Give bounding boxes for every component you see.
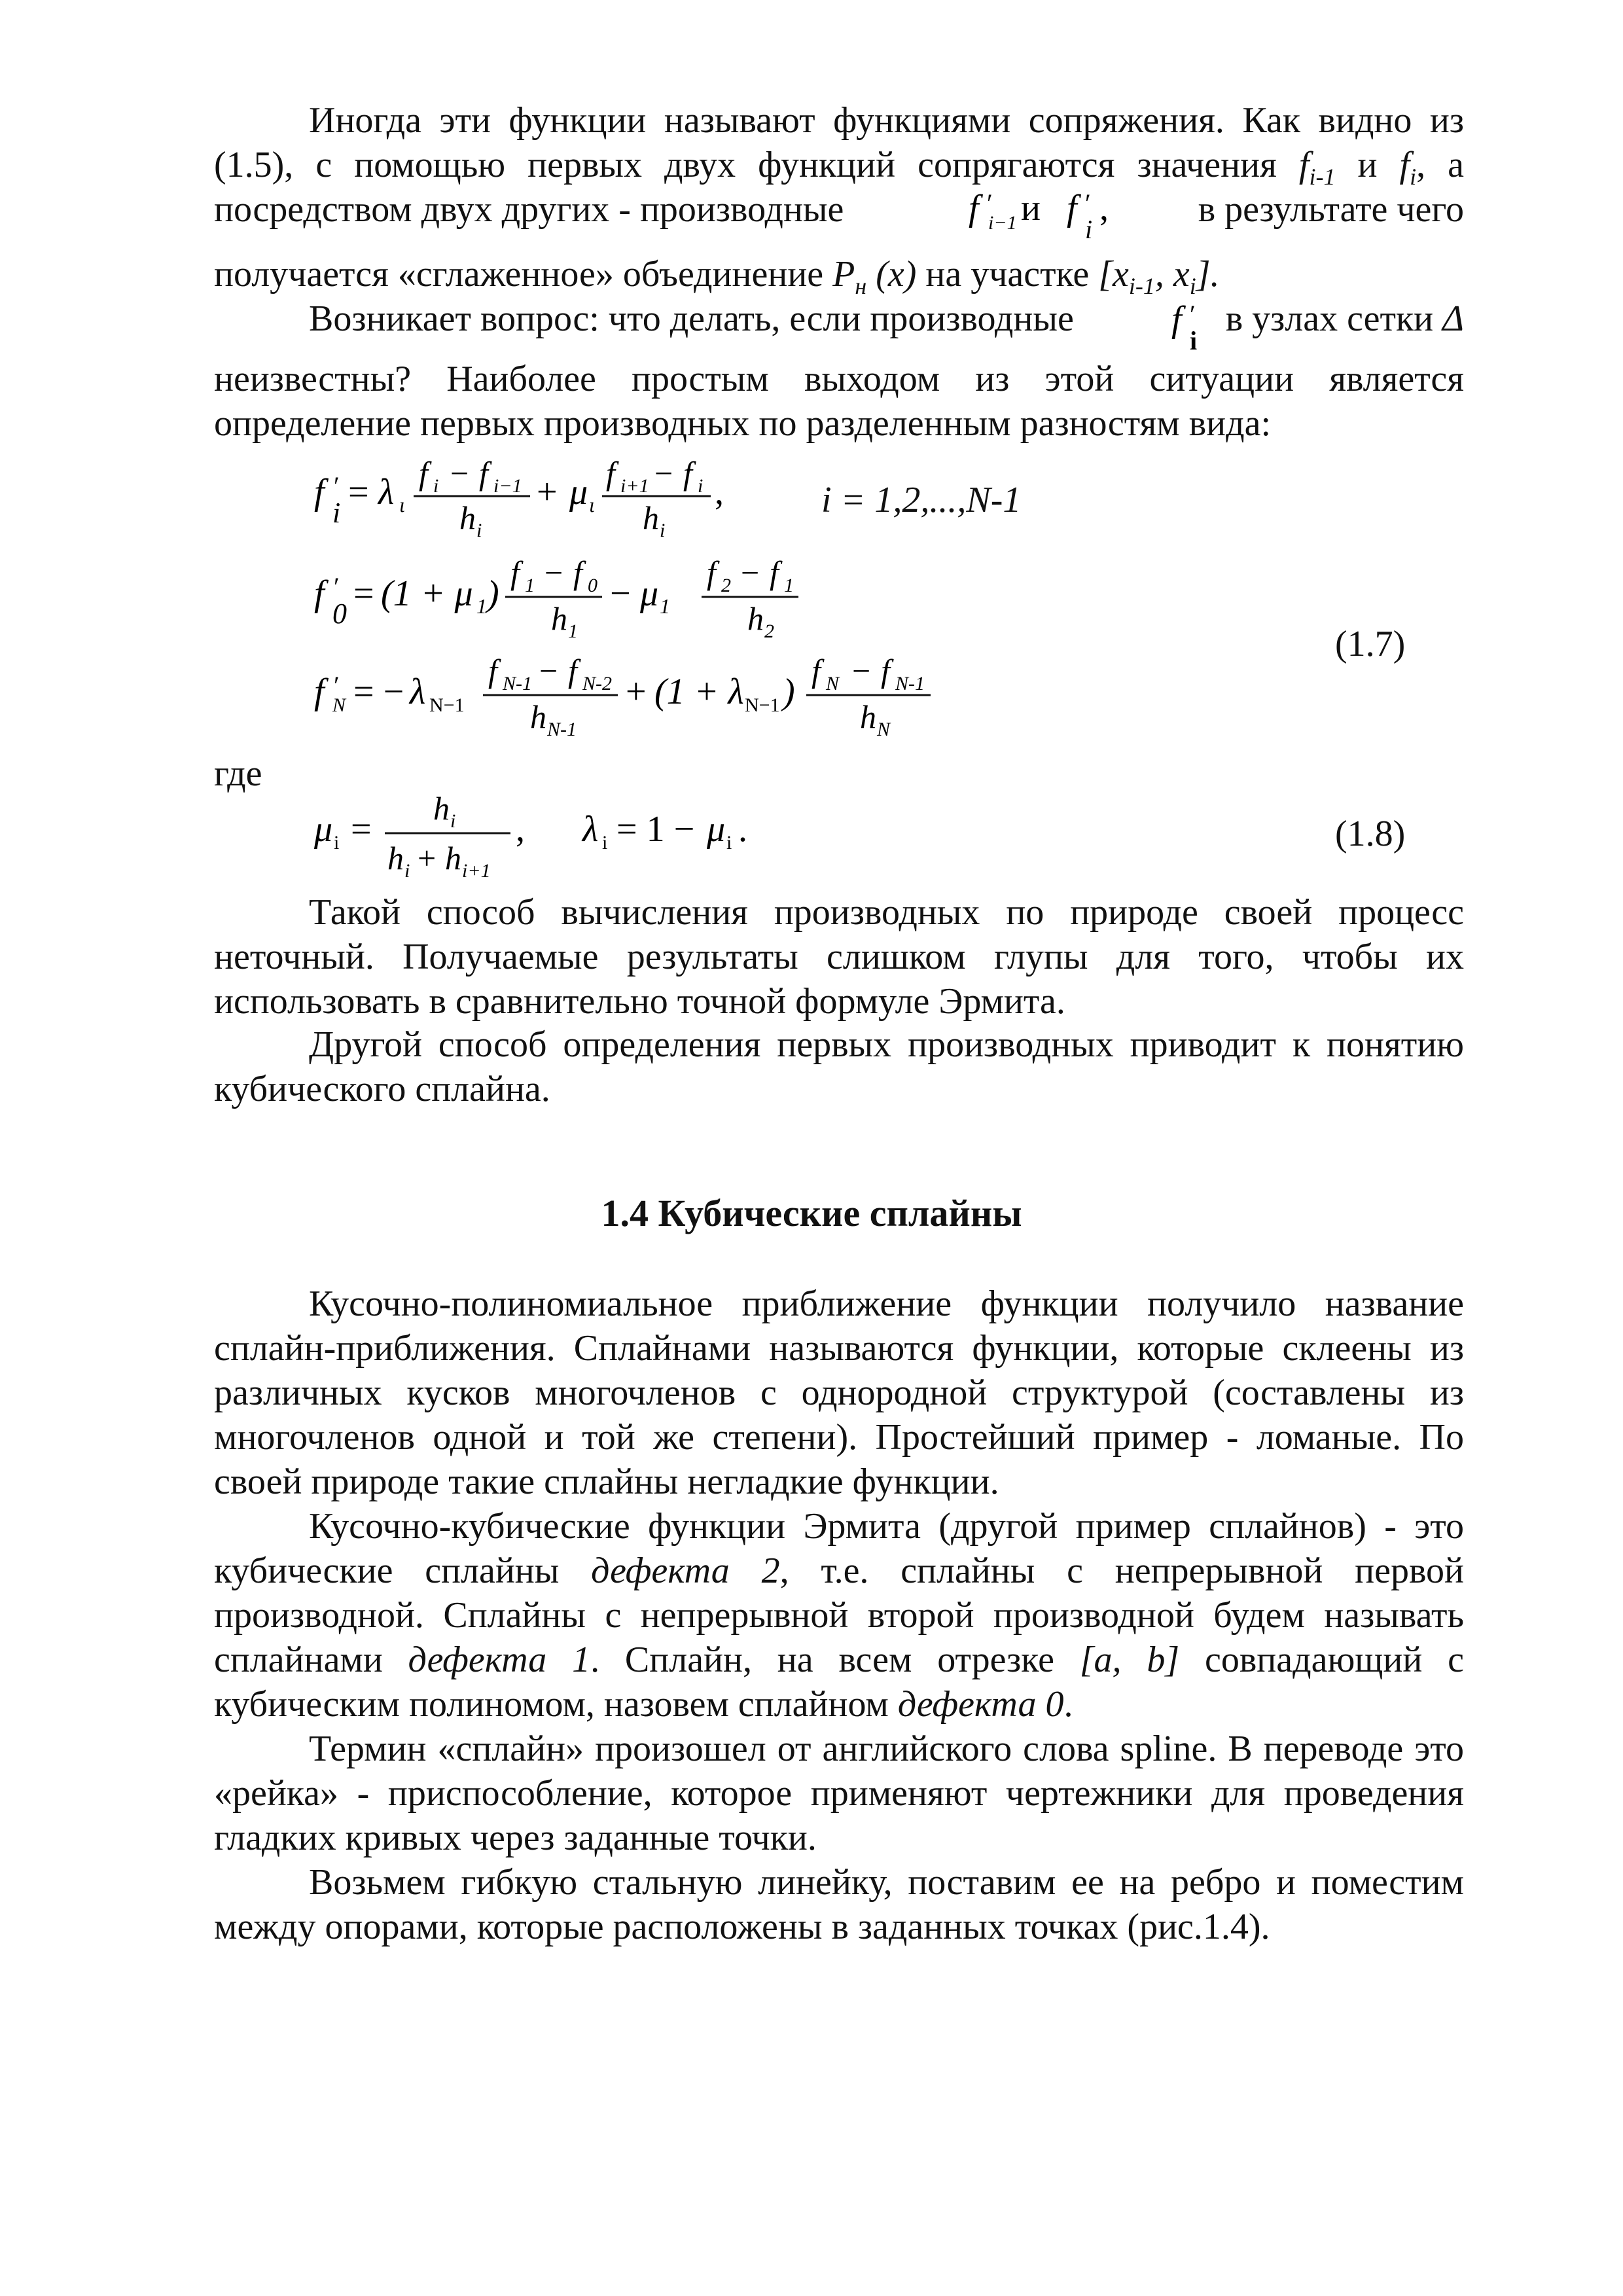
svg-text:h: h <box>860 698 876 735</box>
svg-text:i: i <box>404 860 410 882</box>
svg-text:N-1: N-1 <box>503 673 532 694</box>
svg-text:f: f <box>573 554 582 591</box>
svg-text:f: f <box>969 188 979 228</box>
fi-prime-symbol <box>1165 295 1224 360</box>
svg-text:i−1: i−1 <box>493 475 522 497</box>
svg-text:λ: λ <box>582 809 599 850</box>
svg-text:h: h <box>551 600 567 637</box>
svg-text:h: h <box>433 790 450 827</box>
svg-text:i: i <box>602 832 608 853</box>
svg-text:1: 1 <box>568 620 578 642</box>
equation-1-8 <box>308 785 897 897</box>
svg-text:f: f <box>881 653 890 689</box>
svg-text:N−1: N−1 <box>429 694 465 716</box>
svg-text:i: i <box>1085 215 1093 244</box>
where-label: где <box>214 753 262 794</box>
svg-text:i: i <box>450 810 456 832</box>
svg-text:+: + <box>418 840 437 876</box>
svg-text:0: 0 <box>588 575 597 596</box>
svg-text:0: 0 <box>332 598 347 630</box>
para2-line1-end: в узлах сетки Δ <box>1225 298 1464 339</box>
svg-text:i+1: i+1 <box>620 475 649 497</box>
para1-line1: Иногда эти функции называют функциями сопряжения. Как видно из <box>309 100 1464 141</box>
svg-text:f: f <box>1067 188 1077 228</box>
svg-text:f: f <box>707 554 716 591</box>
svg-text:=: = <box>348 472 369 512</box>
svg-text:−: − <box>610 573 631 614</box>
para4: Другой способ определения первых производных приводит к понятию кубического сплайна. <box>214 1024 1464 1109</box>
svg-text:−: − <box>741 554 760 591</box>
svg-text:′: ′ <box>334 471 340 501</box>
svg-text:1: 1 <box>476 594 487 618</box>
para2-line2: неизвестны? Наиболее простым выходом из этой ситуации является <box>214 359 1464 399</box>
svg-text:= −: = − <box>353 672 404 712</box>
para2-line3: определение первых производных по разделенным разностям вида: <box>214 403 1272 444</box>
svg-text:−: − <box>654 455 673 492</box>
svg-text:): ) <box>487 573 499 614</box>
svg-text:): ) <box>783 672 795 712</box>
svg-text:f: f <box>683 455 692 492</box>
svg-text:i: i <box>660 520 666 541</box>
svg-text:+: + <box>626 672 647 712</box>
para2-line1: Возникает вопрос: что делать, если производные <box>309 298 1074 339</box>
svg-text:−: − <box>539 653 558 689</box>
svg-text:ι: ι <box>399 493 405 516</box>
svg-text:f: f <box>419 455 428 492</box>
svg-text:,: , <box>1099 188 1109 228</box>
svg-text:f: f <box>479 455 488 492</box>
svg-text:i: i <box>433 475 439 497</box>
svg-text:′: ′ <box>334 671 340 700</box>
svg-text:(1 + μ: (1 + μ <box>381 573 473 614</box>
svg-text:f: f <box>314 672 325 712</box>
svg-text:λ: λ <box>410 672 426 712</box>
section-heading: 1.4 Кубические сплайны <box>601 1192 1022 1234</box>
svg-text:f: f <box>812 653 821 689</box>
svg-text:h: h <box>643 499 659 536</box>
svg-text:−: − <box>852 653 871 689</box>
svg-text:f: f <box>314 573 325 614</box>
svg-text:1: 1 <box>660 594 670 618</box>
derivative-notation <box>969 183 1165 255</box>
para5: Кусочно-полиномиальное приближение функции получило название сплайн-приближения. Сплайнами называются функции, которые склеены из различных кусков многочленов с однородной структурой (составлены из многочленов одной и той же степени). Простейший пример - ломаные. По своей природе такие сплайны негладкие функции. <box>214 1283 1464 1502</box>
svg-text:=: = <box>353 573 374 614</box>
svg-text:,: , <box>715 472 724 512</box>
svg-text:i: i <box>332 497 341 529</box>
svg-text:f: f <box>488 653 497 689</box>
svg-text:N: N <box>332 694 346 716</box>
svg-text:h: h <box>459 499 476 536</box>
svg-text:f: f <box>510 554 520 591</box>
svg-text:i: i <box>698 475 704 497</box>
svg-text:.: . <box>738 809 747 850</box>
para6: Кусочно-кубические функции Эрмита (другой пример сплайнов) - это кубические сплайны дефекта 2, т.е. сплайны с непрерывной первой производной. Сплайны с непрерывной второй производной будем называть сплайнами дефекта 1. Сплайн, на всем отрезке [a, b] совпадающий с кубическим полиномом, назовем сплайном дефекта 0. <box>214 1506 1465 1725</box>
svg-text:f: f <box>568 653 577 689</box>
svg-text:−: − <box>450 455 469 492</box>
svg-text:λ: λ <box>378 472 395 512</box>
svg-text:h: h <box>387 840 404 876</box>
svg-text:′: ′ <box>334 572 340 601</box>
svg-text:i: i <box>1190 326 1198 355</box>
svg-text:+: + <box>537 472 558 512</box>
svg-text:N-2: N-2 <box>582 673 612 694</box>
svg-text:1: 1 <box>784 575 794 596</box>
svg-text:ι: ι <box>589 493 595 516</box>
svg-text:′: ′ <box>1190 300 1196 329</box>
para1-line3-end: в результате чего <box>1198 189 1464 230</box>
svg-text:f: f <box>1171 299 1182 340</box>
svg-text:μ: μ <box>640 573 659 614</box>
eq17-range: i = 1,2,...,N-1 <box>821 480 1022 520</box>
svg-text:f: f <box>770 554 779 591</box>
eq18-number: (1.8) <box>1335 814 1406 854</box>
svg-text:i: i <box>476 520 482 541</box>
svg-text:f: f <box>606 455 615 492</box>
svg-text:2: 2 <box>764 620 774 642</box>
para1-line2: (1.5), с помощью первых двух функций сопрягаются значения $f_{i-1}$ и $f_i$, а <box>214 145 1465 190</box>
svg-text:и: и <box>1021 188 1041 228</box>
svg-text:−: − <box>544 554 563 591</box>
svg-text:μ: μ <box>569 472 588 512</box>
svg-text:= 1 −: = 1 − <box>616 809 695 850</box>
svg-text:i: i <box>334 832 340 853</box>
svg-text:2: 2 <box>721 575 731 596</box>
svg-text:h: h <box>747 600 764 637</box>
eq17-number: (1.7) <box>1335 624 1406 664</box>
svg-text:1: 1 <box>525 575 535 596</box>
svg-text:i−1: i−1 <box>988 212 1017 234</box>
svg-text:i+1: i+1 <box>462 860 491 882</box>
svg-text:N−1: N−1 <box>745 694 780 716</box>
svg-text:′: ′ <box>987 188 993 218</box>
svg-text:′: ′ <box>1085 188 1091 218</box>
svg-text:,: , <box>516 809 525 850</box>
svg-text:μ: μ <box>314 809 333 850</box>
svg-text:(1 + λ: (1 + λ <box>654 672 744 712</box>
para8: Возьмем гибкую стальную линейку, поставим ее на ребро и поместим между опорами, которые расположены в заданных точках (рис.1.4). <box>214 1862 1464 1947</box>
svg-text:h: h <box>445 840 461 876</box>
para3: Такой способ вычисления производных по природе своей процесс неточный. Получаемые результаты слишком глупы для того, чтобы их использовать в сравнительно точной формуле Эрмита. <box>214 892 1464 1022</box>
svg-text:N-1: N-1 <box>547 719 577 740</box>
svg-text:=: = <box>351 809 372 850</box>
para7: Термин «сплайн» произошел от английского слова spline. В переводе это «рейка» - приспособление, которое применяют чертежники для проведения гладких кривых через заданные точки. <box>214 1729 1464 1858</box>
svg-text:h: h <box>530 698 546 735</box>
svg-text:i: i <box>726 832 732 853</box>
para1-line4: получается «сглаженное» объединение $P_н$ (x) на участке [$x_{i-1}$, $x_i$]. <box>214 254 1220 300</box>
svg-text:N-1: N-1 <box>895 673 925 694</box>
svg-text:f: f <box>314 472 325 512</box>
svg-text:N: N <box>877 719 891 740</box>
svg-text:μ: μ <box>707 809 726 850</box>
para1-line3: посредством двух других - производные <box>214 189 844 230</box>
svg-text:N: N <box>826 673 840 694</box>
